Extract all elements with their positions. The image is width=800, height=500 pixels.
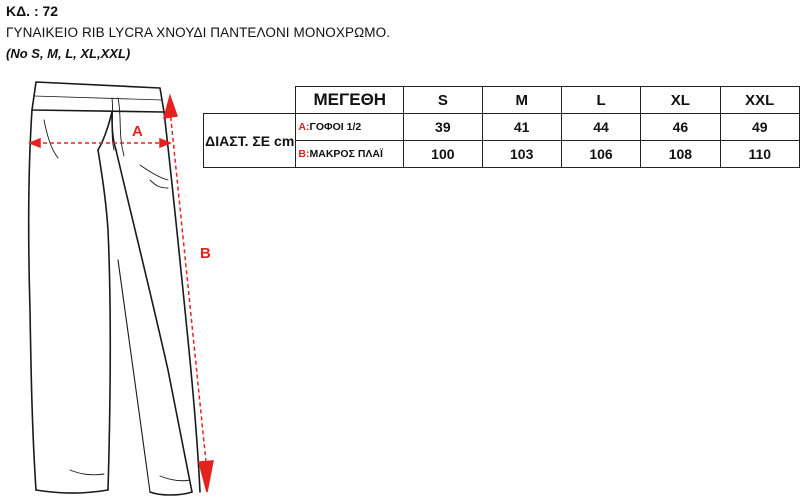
marker-a-label: A xyxy=(132,123,143,140)
product-code: ΚΔ. : 72 xyxy=(6,3,59,19)
measurement-row-hips xyxy=(204,114,800,141)
value-cell: 41 xyxy=(482,114,561,141)
measurement-label-side-length xyxy=(296,141,404,168)
value-cell: 110 xyxy=(720,141,799,168)
value-cell: 103 xyxy=(482,141,561,168)
blank-cell xyxy=(204,87,296,114)
pants-illustration xyxy=(0,70,230,500)
measurement-name: ΜΑΚΡΟΣ ΠΛΑΪ xyxy=(309,148,383,160)
size-header-cell: L xyxy=(561,87,640,114)
size-header-cell: XL xyxy=(641,87,720,114)
measurement-key: A: xyxy=(298,121,310,133)
marker-b-label: B xyxy=(200,245,211,262)
value-cell: 106 xyxy=(561,141,640,168)
available-sizes-note: (No S, M, L, XL,XXL) xyxy=(6,46,131,61)
value-cell: 108 xyxy=(641,141,720,168)
value-cell: 100 xyxy=(404,141,482,168)
value-cell: 46 xyxy=(641,114,720,141)
measurement-label-hips xyxy=(296,114,404,141)
measurement-key: B: xyxy=(298,148,310,160)
value-cell: 44 xyxy=(561,114,640,141)
product-description: ΓΥΝΑΙΚΕΙΟ RIB LYCRA ΧΝΟΥΔΙ ΠΑΝΤΕΛΟΝΙ ΜΟΝΟΧΡΩΜΟ. xyxy=(6,25,391,40)
value-cell: 39 xyxy=(404,114,482,141)
sizes-title-cell: ΜΕΓΕΘΗ xyxy=(296,87,404,114)
value-cell: 49 xyxy=(720,114,799,141)
measurement-name: ΓΟΦΟΙ 1/2 xyxy=(309,121,362,133)
size-chart-table xyxy=(203,86,800,168)
dimension-unit-label: ΔΙΑΣΤ. ΣΕ cm xyxy=(204,114,296,168)
size-header-cell: M xyxy=(482,87,561,114)
size-header-row xyxy=(204,87,800,114)
size-header-cell: XXL xyxy=(720,87,799,114)
size-header-cell: S xyxy=(404,87,482,114)
